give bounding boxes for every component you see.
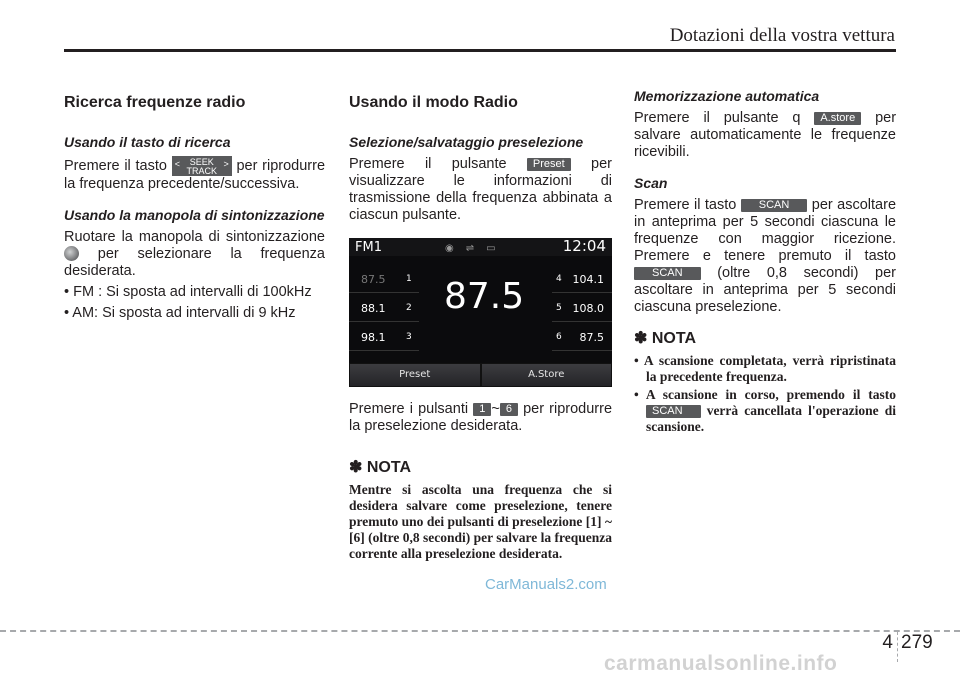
nota-title: ✽ NOTA: [634, 330, 696, 347]
clock: 12:04: [562, 238, 606, 255]
seek-track-key: [172, 156, 232, 176]
preset-key: Preset: [527, 158, 571, 171]
text: per ascoltare in anteprima per 5 secondi ciascuna le frequenze con maggior ricezione. Premere e tenere premuto il tasto: [634, 197, 897, 264]
text: verrà cancellata l'operazione di scansione.: [646, 403, 897, 434]
preset-key-6: 6: [500, 403, 518, 416]
nota-title: ✽ NOTA: [349, 459, 411, 476]
status-icons: ◉⇌▭: [445, 243, 508, 254]
preset-number: 2: [406, 303, 412, 313]
preset-value: 98.1: [361, 331, 386, 344]
nota-item: [634, 387, 896, 435]
left-preset-list: [349, 264, 419, 351]
screen-status-bar: [349, 238, 612, 256]
text: per visualizzare le informazioni di trasmissione della frequenza abbinata a ciascun pulsante.: [349, 156, 612, 223]
column-1: [64, 88, 325, 326]
screen-button-bar: [349, 363, 612, 387]
scan-key: SCAN: [646, 405, 701, 418]
preset-value: 87.5: [579, 331, 604, 344]
subheading-seek-button: Usando il tasto di ricerca: [64, 134, 231, 150]
text: per selezionare la frequenza desiderata.: [64, 246, 325, 279]
band-label: FM1: [355, 240, 382, 255]
subheading-scan: Scan: [634, 175, 668, 191]
preset-value: 108.0: [572, 302, 604, 315]
current-frequency: 87.5: [444, 276, 525, 317]
paragraph-autostore: [634, 110, 896, 161]
preset-number: 4: [556, 274, 562, 284]
column-3: [634, 88, 896, 437]
seek-label: SEEK: [189, 157, 214, 167]
chevron-right-icon: >: [223, 159, 229, 169]
column-2: [349, 88, 612, 562]
preset-value: 104.1: [572, 273, 604, 286]
astore-key: A.store: [814, 112, 861, 125]
bullet-am: • AM: Si sposta ad intervalli di 9 kHz: [64, 305, 296, 321]
paragraph-scan: [634, 197, 896, 316]
track-label: TRACK: [186, 166, 217, 176]
nota-body: Mentre si ascolta una frequenza che si desidera salvare come preselezione, tenere premuto uno dei pulsanti di preselezione [1] ~ [6] (oltre 0,8 secondi) per salvare la frequenza corrente alla preselezione desiderata.: [349, 482, 612, 561]
text: per riprodurre la preselezione desiderata.: [349, 401, 613, 434]
preset-row: [349, 322, 419, 351]
header-title: Dotazioni della vostra vettura: [669, 25, 895, 46]
preset-row: [552, 264, 612, 293]
paragraph-knob: [64, 229, 325, 280]
section-heading-search: Ricerca frequenze radio: [64, 94, 246, 111]
footer-separator: [897, 632, 899, 662]
text: per riprodurre la frequenza precedente/successiva.: [64, 158, 326, 192]
preset-number: 1: [406, 274, 412, 284]
preset-value: 87.5: [361, 273, 386, 286]
tilde: ~: [491, 401, 500, 417]
nota-list: [634, 353, 896, 435]
section-heading-radio: Usando il modo Radio: [349, 94, 518, 111]
text: Premere il pulsante q: [634, 110, 801, 126]
text: (oltre 0,8 secondi) per ascoltare in anteprima per 5 secondi ciascuna preselezione.: [634, 265, 896, 315]
text: Premere il tasto: [64, 158, 167, 174]
preset-screen-button: Preset: [349, 363, 481, 387]
subheading-autostore: Memorizzazione automatica: [634, 88, 820, 104]
paragraph-preset-keys: [349, 401, 612, 435]
text: Premere il tasto: [634, 197, 737, 213]
subheading-preset: Selezione/salvataggio preselezione: [349, 134, 584, 150]
scan-key: SCAN: [741, 199, 808, 212]
preset-number: 5: [556, 303, 562, 313]
preset-key-1: 1: [473, 403, 491, 416]
preset-row: [552, 322, 612, 351]
astore-screen-button: A.Store: [481, 363, 613, 387]
chapter-number: 4: [882, 632, 893, 653]
site-watermark: carmanualsonline.info: [604, 652, 838, 675]
chevron-left-icon: <: [174, 159, 180, 169]
text: • A scansione in corso, premendo il tasto: [634, 387, 896, 402]
preset-row: [552, 293, 612, 322]
preset-row: [349, 264, 419, 293]
paragraph-preset: [349, 156, 612, 224]
text: Premere i pulsanti: [349, 401, 469, 417]
text: per salvare automaticamente le frequenze ricevibili.: [634, 110, 897, 160]
page-number: 279: [901, 632, 933, 653]
nota-item: • A scansione completata, verrà ripristinata la precedente frequenza.: [634, 353, 896, 384]
subheading-tune-knob: Usando la manopola di sintonizzazione: [64, 207, 325, 223]
text: Premere il pulsante: [349, 156, 507, 172]
preset-value: 88.1: [361, 302, 386, 315]
radio-screen: [349, 238, 612, 387]
right-preset-list: [552, 264, 612, 351]
tune-knob-icon: [64, 246, 79, 261]
scan-key: SCAN: [634, 267, 701, 280]
preset-row: [349, 293, 419, 322]
preset-number: 6: [556, 332, 562, 342]
footer-rule: [0, 630, 960, 632]
header-rule: [64, 49, 896, 52]
bullet-fm: • FM : Si sposta ad intervalli di 100kHz: [64, 284, 312, 300]
watermark: CarManuals2.com: [485, 576, 607, 593]
paragraph-seek: [64, 156, 325, 193]
text: Ruotare la manopola di sintonizzazione: [64, 229, 325, 245]
preset-number: 3: [406, 332, 412, 342]
